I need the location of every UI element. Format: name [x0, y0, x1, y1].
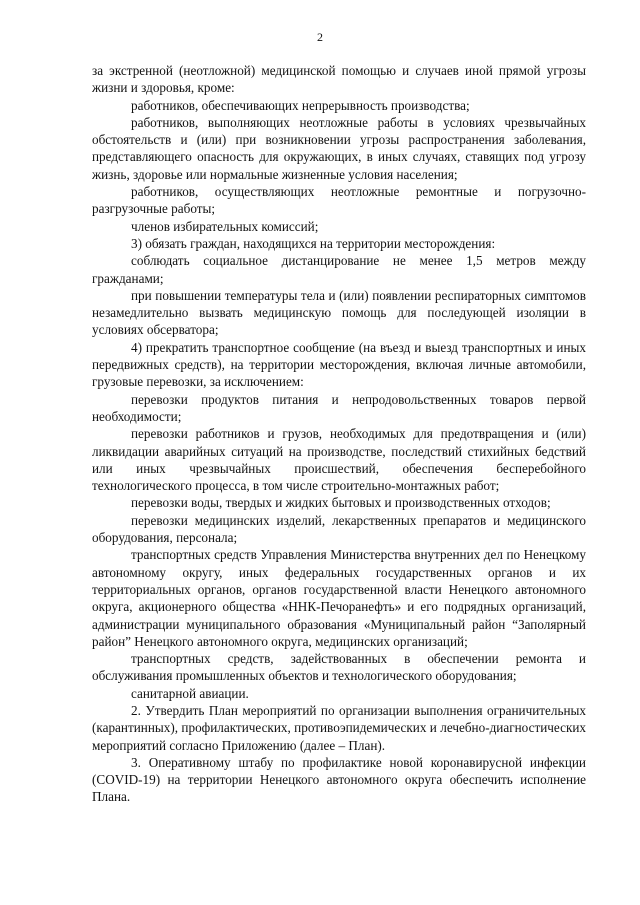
- paragraph: за экстренной (неотложной) медицинской помощью и случаев иной прямой угрозы жизни и здоровья, кроме:: [92, 63, 586, 96]
- paragraph: работников, осуществляющих неотложные ремонтные и погрузочно-разгрузочные работы;: [92, 184, 586, 217]
- paragraph: перевозки медицинских изделий, лекарственных препаратов и медицинского оборудования, персонала;: [92, 512, 586, 546]
- paragraph: перевозки работников и грузов, необходимых для предотвращения и (или) ликвидации аварийных ситуаций на производстве, последствий стихийных бедствий или иных чрезвычайных происшествий, обеспечения бесперебойного технологического процесса, в том числе строительно-монтажных работ;: [92, 426, 586, 494]
- paragraph: перевозки продуктов питания и непродовольственных товаров первой необходимости;: [92, 391, 586, 424]
- paragraph: соблюдать социальное дистанцирование не менее 1,5 метров между гражданами;: [92, 253, 586, 286]
- paragraph: при повышении температуры тела и (или) появлении респираторных симптомов незамедлительно вызвать медицинскую помощь для последующей изоляции в условиях обсерватора;: [92, 287, 586, 338]
- paragraph: 3. Оперативному штабу по профилактике новой коронавирусной инфекции (COVID-19) на территории Ненецкого автономного округа обеспечить исполнение Плана.: [92, 754, 586, 805]
- paragraph: транспортных средств, задействованных в обеспечении ремонта и обслуживания промышленных объектов и технологического оборудования;: [92, 651, 586, 684]
- document-body: [92, 62, 586, 806]
- paragraph: работников, обеспечивающих непрерывность производства;: [131, 97, 470, 113]
- paragraph: перевозки воды, твердых и жидких бытовых и производственных отходов;: [131, 495, 551, 511]
- page-number: 2: [317, 30, 323, 44]
- paragraph: 2. Утвердить План мероприятий по организации выполнения ограничительных (карантинных), профилактических, противоэпидемических и лечебно-диагностических мероприятий согласно Приложению (далее – План).: [92, 702, 586, 753]
- paragraph: членов избирательных комиссий;: [131, 218, 319, 234]
- paragraph: санитарной авиации.: [131, 685, 249, 701]
- paragraph: работников, выполняющих неотложные работы в условиях чрезвычайных обстоятельств и (или) при возникновении угрозы распространения заболевания, представляющего опасность для окружающих, в иных случаях, ставящих под угрозу жизнь, здоровье или нормальные жизненные условия населения;: [92, 114, 586, 182]
- paragraph: 3) обязать граждан, находящихся на территории месторождения:: [131, 235, 496, 251]
- paragraph: 4) прекратить транспортное сообщение (на въезд и выезд транспортных и иных передвижных средств), на территории месторождения, включая личные автомобили, грузовые перевозки, за исключением:: [92, 339, 586, 390]
- paragraph: транспортных средств Управления Министерства внутренних дел по Ненецкому автономному округу, иных федеральных государственных органов и их территориальных органов, органов государственной власти Ненецкого автономного округа, акционерного общества «ННК-Печоранефть» и его подрядных организаций, администрации муниципального образования «Муниципальный район “Заполярный район” Ненецкого автономного округа, медицинских организаций;: [92, 547, 586, 649]
